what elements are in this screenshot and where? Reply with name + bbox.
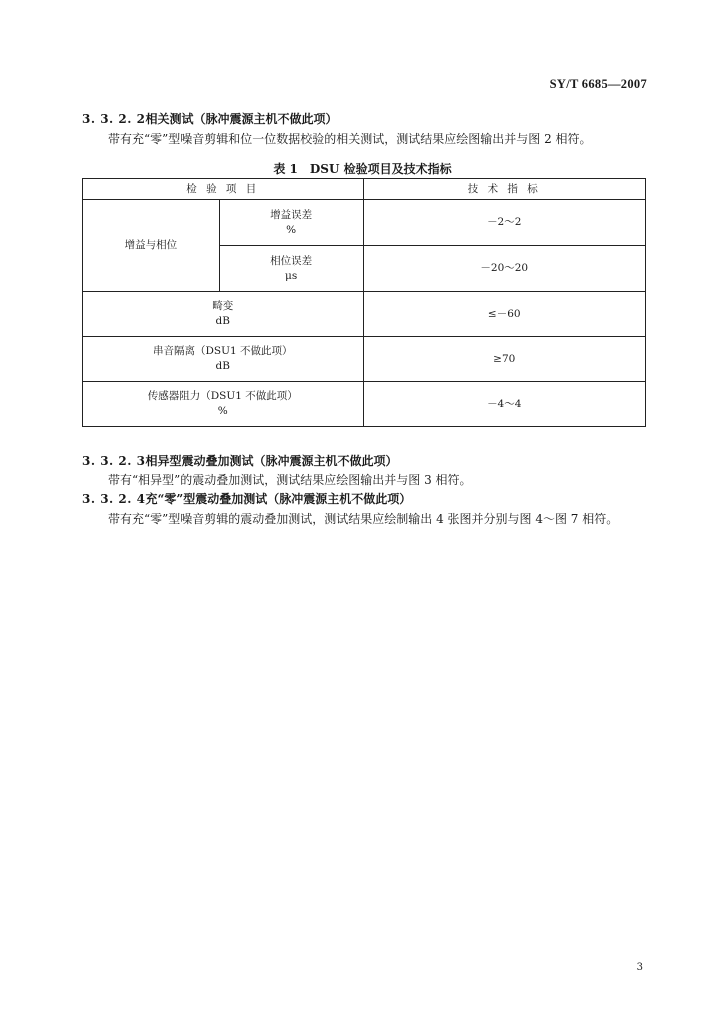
section-3-3-2-3-heading [82,452,397,469]
header-spec: 技 术 指 标 [363,179,645,200]
item-name: 畸变 [212,300,234,312]
item-name: 传感器阻力（DSU1 不做此项） [147,390,298,402]
item-name: 串音隔离（DSU1 不做此项） [153,345,293,357]
spec-value: ≤－60 [363,292,645,337]
section-3-3-2-4-heading [82,490,411,507]
table-row [83,292,646,337]
table-row [83,382,646,427]
spec-value: －4～4 [363,382,645,427]
item-cell [219,246,363,292]
table-caption: 表 1 DSU 检验项目及技术指标 [273,162,452,176]
item-cell [83,292,364,337]
item-name: 相位误差 [270,254,313,267]
item-cell [219,200,363,246]
page-number: 3 [636,962,643,973]
item-cell [83,382,364,427]
table-row [83,200,646,246]
item-name: 增益误差 [270,208,313,221]
table-row [83,337,646,382]
table-header-row [83,179,646,200]
dsu-spec-table [82,178,646,427]
section-number: 3. 3. 2. 4 [82,492,146,506]
section-title: 相关测试（脉冲震源主机不做此项） [145,112,338,126]
item-unit: % [286,223,297,236]
section-3-3-2-4-body: 带有充“零”型噪音剪辑的震动叠加测试，测试结果应绘制输出 4 张图并分别与图 4～图 7 相符。 [108,512,619,526]
group-label: 增益与相位 [83,200,220,292]
section-title: 充“零”型震动叠加测试（脉冲震源主机不做此项） [145,492,412,506]
spec-value: －2～2 [363,200,645,246]
section-3-3-2-2-body: 带有充“零”型噪音剪辑和位一位数据校验的相关测试，测试结果应绘图输出并与图 2 相符。 [108,132,592,146]
section-number: 3. 3. 2. 2 [82,112,146,126]
section-title: 相异型震动叠加测试（脉冲震源主机不做此项） [145,454,398,468]
item-unit: % [217,405,228,417]
item-cell [83,337,364,382]
spec-value: －20～20 [363,246,645,292]
header-item: 检 验 项 目 [83,179,364,200]
item-unit: dB [215,315,230,327]
spec-value: ≥70 [363,337,645,382]
standard-code: SY/T 6685—2007 [549,77,647,91]
section-3-3-2-3-body: 带有“相异型”的震动叠加测试，测试结果应绘图输出并与图 3 相符。 [108,473,472,487]
section-number: 3. 3. 2. 3 [82,454,146,468]
item-unit: dB [215,360,230,372]
item-unit: μs [285,269,298,282]
section-3-3-2-2-heading [82,110,337,127]
